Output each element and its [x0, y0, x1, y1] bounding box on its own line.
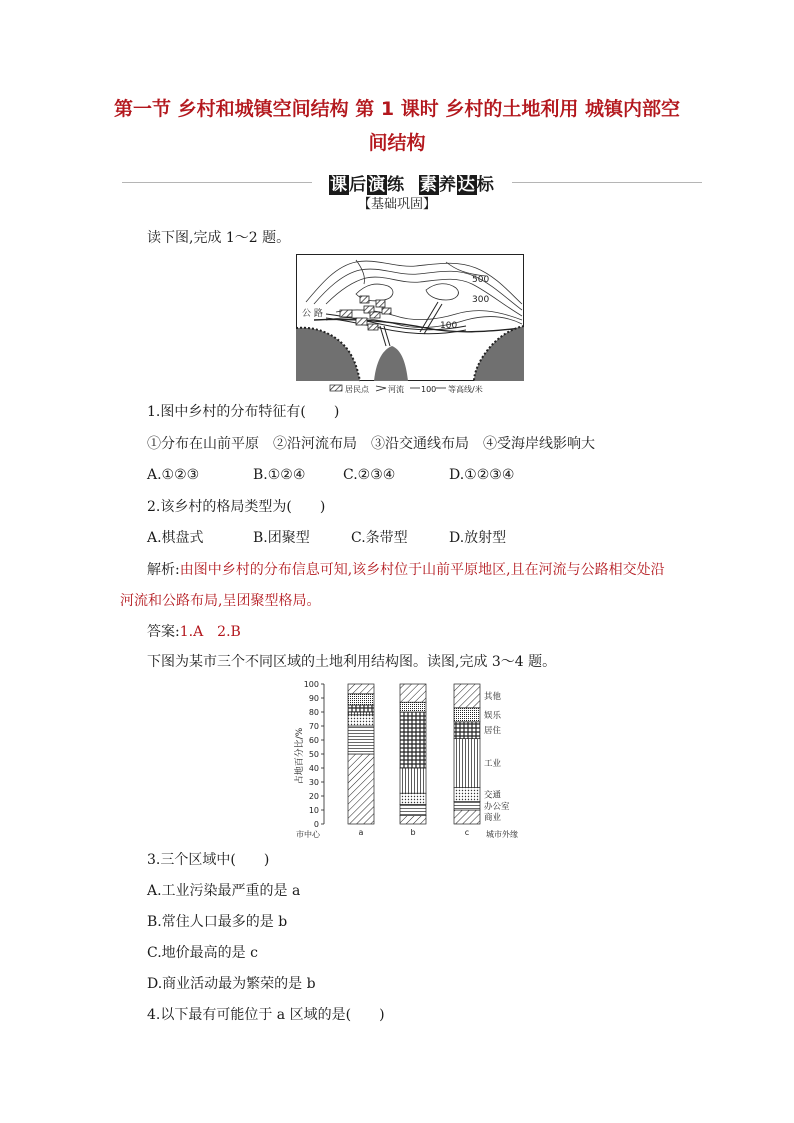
y-tick-label: 70 — [308, 722, 319, 731]
page-title-line1: 第一节 乡村和城镇空间结构 第 1 课时 乡村的土地利用 城镇内部空 — [114, 98, 680, 120]
banner-char: 达 — [457, 175, 476, 195]
bar-segment-a — [348, 712, 374, 715]
question-2-stem: 2.该乡村的格局类型为( ) — [147, 499, 326, 515]
y-tick-label: 50 — [308, 750, 319, 759]
option-d[interactable]: D.①②③④ — [449, 467, 515, 483]
bar-segment-c — [454, 802, 480, 810]
y-tick-label: 30 — [308, 778, 319, 787]
y-tick-label: 60 — [308, 736, 319, 745]
banner-char: 素 — [419, 175, 438, 195]
banner-char: 课 — [330, 175, 349, 195]
x-tick-label: b — [410, 828, 416, 837]
bar-segment-c — [454, 810, 480, 824]
x-tick-label: a — [358, 828, 364, 837]
intro-text-2: 下图为某市三个不同区域的土地利用结构图。读图,完成 3～4 题。 — [147, 654, 557, 670]
legend-label: 交通 — [484, 790, 502, 801]
x-tick-label: c — [464, 828, 470, 837]
answer-label: 答案: — [147, 624, 180, 640]
chart-bars — [348, 684, 480, 824]
analysis-text: 由图中乡村的分布信息可知,该乡村位于山前平原地区,且在河流与公路相交处沿 — [179, 562, 665, 578]
option-a[interactable]: A.工业污染最严重的是 a — [147, 883, 301, 899]
legend-settlement-swatch — [330, 385, 342, 391]
option-c[interactable]: C.②③④ — [343, 467, 396, 483]
banner-char: 后 — [349, 175, 368, 195]
chart-legend — [484, 691, 510, 823]
banner-left-rule — [122, 182, 312, 183]
contour-label-500: 500 — [472, 275, 490, 285]
bar-segment-c — [454, 684, 480, 708]
option-d[interactable]: D.放射型 — [449, 530, 507, 546]
page-title-line2: 间结构 — [368, 132, 426, 154]
legend-label: 娱乐 — [484, 710, 502, 721]
option-b[interactable]: B.常住人口最多的是 b — [147, 914, 288, 930]
section-heading: 【基础巩固】 — [357, 197, 436, 212]
banner-char: 练 — [387, 175, 406, 195]
y-tick-labels — [304, 680, 324, 829]
map-legend — [330, 384, 483, 394]
bar-segment-c — [454, 788, 480, 802]
option-c[interactable]: C.条带型 — [351, 530, 408, 546]
bar-segment-a — [348, 705, 374, 712]
bar-segment-c — [454, 708, 480, 722]
bar-segment-c — [454, 739, 480, 788]
section-banner — [312, 170, 512, 195]
bar-segment-a — [348, 715, 374, 726]
x-tick-labels — [359, 828, 470, 837]
bar-segment-b — [400, 702, 426, 712]
contour-map-figure — [296, 254, 524, 396]
bar-segment-a — [348, 754, 374, 824]
bar-segment-b — [400, 768, 426, 793]
banner-right-rule — [512, 182, 702, 183]
legend-contour-value: 100 — [421, 385, 437, 394]
analysis-line-2: 河流和公路布局,呈团聚型格局。 — [120, 593, 321, 609]
x-axis-left-label: 市中心 — [296, 830, 320, 839]
legend-river-swatch — [376, 386, 386, 391]
option-c[interactable]: C.地价最高的是 c — [147, 945, 258, 961]
x-axis-right-label: 城市外缘 — [486, 830, 518, 839]
question-2-options — [147, 528, 647, 548]
y-axis-label: 占地百分比/% — [295, 727, 305, 785]
banner-char: 养 — [438, 175, 457, 195]
y-tick-label: 20 — [308, 792, 319, 801]
analysis-line-1 — [147, 560, 665, 580]
question-3-stem: 3.三个区域中( ) — [147, 852, 270, 868]
road-label: 公 路 — [302, 309, 323, 319]
legend-label: 工业 — [484, 759, 502, 770]
option-b[interactable]: B.①②④ — [253, 467, 306, 483]
y-tick-label: 100 — [303, 680, 319, 689]
option-a[interactable]: A.棋盘式 — [147, 530, 204, 546]
analysis-label: 解析: — [147, 562, 180, 578]
option-b[interactable]: B.团聚型 — [253, 530, 310, 546]
bar-segment-a — [348, 726, 374, 754]
answer-line — [147, 622, 241, 642]
legend-contour-unit: 等高线/米 — [448, 385, 483, 394]
question-1-options — [147, 465, 647, 485]
bar-segment-b — [400, 816, 426, 824]
bar-segment-b — [400, 804, 426, 815]
legend-label: 其他 — [484, 691, 502, 702]
bar-segment-b — [400, 793, 426, 804]
bar-segment-b — [400, 712, 426, 768]
question-1-stem: 1.图中乡村的分布特征有( ) — [147, 404, 340, 420]
y-tick-label: 90 — [308, 694, 319, 703]
answer-value: 1.A 2.B — [179, 624, 241, 640]
legend-settlement-label: 居民点 — [345, 385, 369, 394]
question-1-statements: ①分布在山前平原 ②沿河流布局 ③沿交通线布局 ④受海岸线影响大 — [147, 436, 595, 452]
banner-char: 标 — [476, 175, 495, 195]
y-tick-label: 40 — [308, 764, 319, 773]
question-4-stem: 4.以下最有可能位于 a 区域的是( ) — [147, 1007, 385, 1023]
banner-char: 演 — [368, 175, 387, 195]
bar-segment-a — [348, 694, 374, 705]
intro-text-1: 读下图,完成 1～2 题。 — [147, 230, 291, 246]
bar-segment-a — [348, 684, 374, 694]
legend-label: 居住 — [484, 726, 502, 737]
land-use-chart — [290, 678, 530, 842]
legend-river-label: 河流 — [388, 385, 404, 394]
legend-label: 商业 — [484, 813, 502, 823]
y-tick-label: 80 — [308, 708, 319, 717]
option-a[interactable]: A.①②③ — [147, 467, 200, 483]
y-tick-label: 10 — [308, 806, 319, 815]
bar-segment-c — [454, 722, 480, 739]
option-d[interactable]: D.商业活动最为繁荣的是 b — [147, 976, 316, 992]
contour-label-100: 100 — [440, 321, 458, 331]
y-tick-label: 0 — [313, 820, 319, 829]
contour-label-300: 300 — [472, 295, 490, 305]
bar-segment-b — [400, 684, 426, 702]
legend-label: 办公室 — [484, 801, 510, 812]
